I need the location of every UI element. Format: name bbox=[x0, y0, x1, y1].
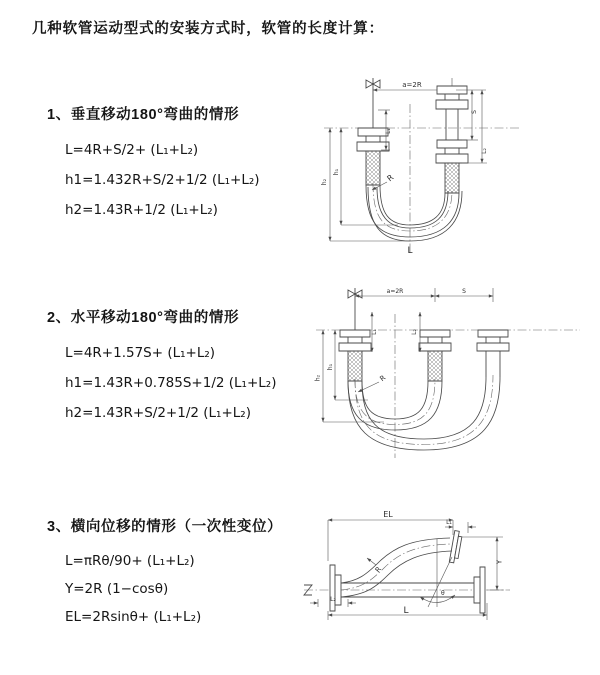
dim-label-h2: h₂ bbox=[321, 178, 328, 186]
formula-y: Y=2R (1−cosθ) bbox=[65, 581, 169, 597]
dim-label-a2r: a=2R bbox=[402, 81, 422, 89]
dim-label-l: L bbox=[403, 606, 409, 616]
dimension-a2r bbox=[355, 288, 493, 302]
left-flange-fitting bbox=[339, 330, 371, 381]
radius-label: R bbox=[378, 373, 388, 384]
dimension-l bbox=[328, 603, 487, 620]
formula-h2: h2=1.43R+1/2 (L₁+L₂) bbox=[65, 202, 218, 218]
angle-label: θ bbox=[441, 590, 445, 597]
dim-label-s: S bbox=[471, 110, 478, 114]
dim-label-h2: h₂ bbox=[314, 374, 322, 382]
left-flange-fitting bbox=[357, 128, 389, 185]
formula-length: L=4R+S/2+ (L₁+L₂) bbox=[65, 142, 199, 158]
length-label: L bbox=[407, 246, 413, 256]
section-1-formulas bbox=[65, 135, 260, 225]
middle-flange-fitting bbox=[419, 330, 451, 381]
page-title: 几种软管运动型式的安装方式时，软管的长度计算： bbox=[32, 21, 384, 37]
formula-h1: h1=1.432R+S/2+1/2 (L₁+L₂) bbox=[65, 172, 260, 188]
centerlines bbox=[324, 104, 520, 254]
dim-label-l1: L₁ bbox=[371, 329, 378, 335]
section-2-formulas bbox=[65, 338, 276, 428]
diagram-lateral-displacement bbox=[300, 503, 598, 663]
right-flange-displaced-position bbox=[477, 330, 509, 377]
section-3-heading: 3、横向位移的情形（一次性变位） bbox=[47, 519, 283, 535]
formula-length: L=πRθ/90+ (L₁+L₂) bbox=[65, 553, 195, 569]
dim-label-l2: L₂ bbox=[411, 329, 418, 335]
dimension-el bbox=[328, 510, 453, 561]
u-hose bbox=[366, 183, 462, 241]
right-flange-lower-position bbox=[436, 140, 468, 193]
dim-label-el: EL bbox=[383, 510, 393, 519]
radius-label: R bbox=[385, 172, 396, 184]
dim-label-l1: L₁ bbox=[446, 519, 452, 526]
radius-label: R bbox=[373, 565, 384, 575]
formula-el: EL=2Rsinθ+ (L₁+L₂) bbox=[65, 609, 202, 625]
dimension-s bbox=[435, 288, 493, 296]
formula-length: L=4R+1.57S+ (L₁+L₂) bbox=[65, 345, 216, 361]
straight-pipe-position bbox=[340, 583, 474, 597]
valve-icon bbox=[366, 78, 380, 128]
s-curve-hose bbox=[341, 538, 452, 597]
right-flange-upper-position bbox=[436, 86, 468, 140]
section-horizontal-bend bbox=[47, 306, 276, 428]
dim-label-s: S bbox=[462, 288, 466, 295]
section-2-heading: 2、水平移动180°弯曲的情形 bbox=[47, 310, 240, 326]
dim-label-l1: L₁ bbox=[385, 128, 392, 134]
dim-label-h1: h₁ bbox=[327, 363, 334, 371]
dim-label-l2: L₂ bbox=[481, 148, 488, 154]
section-3-formulas bbox=[65, 547, 282, 631]
dimension-l1 bbox=[445, 519, 476, 533]
formula-h1: h1=1.43R+0.785S+1/2 (L₁+L₂) bbox=[65, 375, 277, 391]
formula-h2: h2=1.43R+S/2+1/2 (L₁+L₂) bbox=[65, 405, 251, 421]
right-flange-original-position bbox=[474, 567, 485, 613]
dim-label-a2r: a=2R bbox=[386, 288, 404, 295]
diagram-horizontal-180-bend bbox=[308, 282, 595, 462]
section-1-heading: 1、垂直移动180°弯曲的情形 bbox=[47, 107, 240, 123]
section-vertical-bend bbox=[47, 103, 260, 225]
diagram-vertical-180-bend bbox=[310, 74, 595, 259]
valve-icon bbox=[348, 288, 362, 330]
dimension-s bbox=[456, 90, 486, 140]
dim-label-y: Y bbox=[495, 559, 504, 565]
dim-label-h1: h₁ bbox=[333, 168, 340, 176]
dimension-l1 bbox=[371, 312, 378, 352]
dim-label-l2: L₂ bbox=[330, 596, 336, 603]
u-hose-position-b bbox=[348, 375, 500, 450]
left-flange bbox=[330, 565, 341, 611]
section-lateral-displacement bbox=[47, 515, 282, 631]
